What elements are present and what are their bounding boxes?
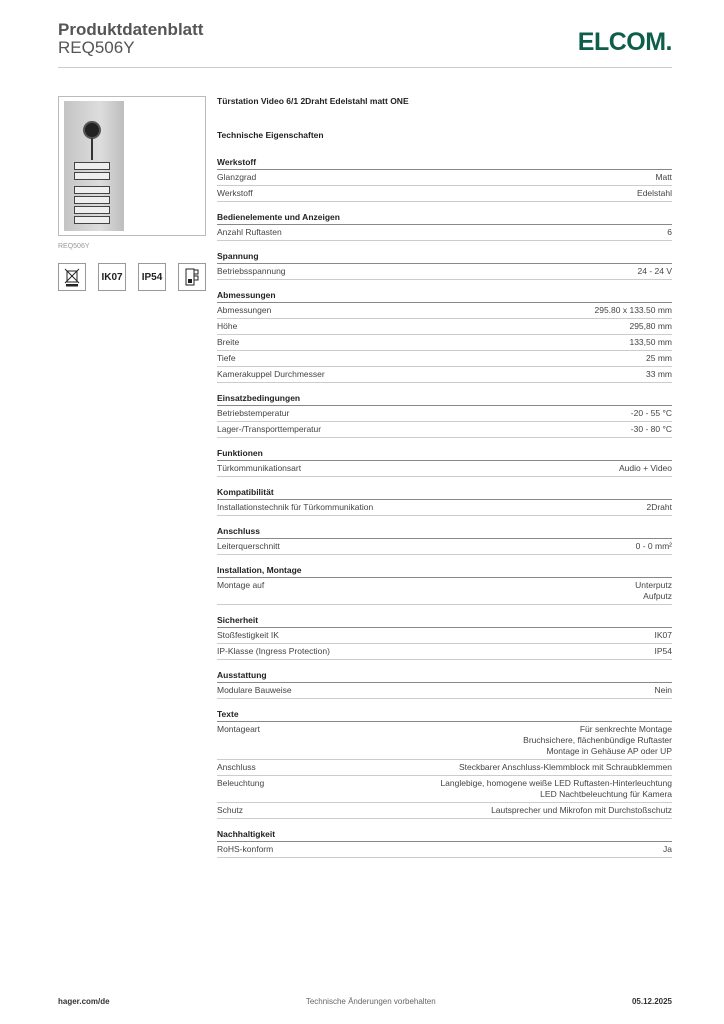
spec-value: 33 mm (646, 369, 672, 379)
call-button (74, 206, 110, 214)
spec-row (217, 578, 672, 605)
section-heading: Werkstoff (217, 157, 672, 170)
spec-label: Montage auf (217, 580, 265, 590)
spec-section (217, 251, 672, 280)
spec-label: Türkommunikationsart (217, 463, 302, 473)
spec-label: Betriebstemperatur (217, 408, 290, 418)
spec-value: 133,50 mm (629, 337, 672, 347)
camera-led (91, 138, 93, 160)
spec-value: -30 - 80 °C (630, 424, 672, 434)
ip54-badge: IP54 (138, 263, 166, 291)
spec-label: Breite (217, 337, 240, 347)
spec-label: Glanzgrad (217, 172, 257, 182)
spec-value: Ja (663, 844, 672, 854)
spec-label: Montageart (217, 724, 260, 734)
spec-label: RoHS-konform (217, 844, 274, 854)
spec-label: IP-Klasse (Ingress Protection) (217, 646, 330, 656)
spec-label: Abmessungen (217, 305, 272, 315)
camera-icon (83, 121, 101, 139)
spec-row (217, 319, 672, 335)
spec-section (217, 393, 672, 438)
spec-row (217, 644, 672, 660)
spec-section (217, 670, 672, 699)
spec-row (217, 351, 672, 367)
spec-label: Lager-/Transporttemperatur (217, 424, 322, 434)
call-button (74, 216, 110, 224)
spec-value: 6 (667, 227, 672, 237)
spec-value: 2Draht (646, 502, 672, 512)
image-caption: REQ506Y (58, 243, 90, 250)
spec-section (217, 709, 672, 819)
spec-row (217, 722, 672, 760)
spec-section (217, 565, 672, 605)
section-heading: Bedienelemente und Anzeigen (217, 212, 672, 225)
spec-value: Edelstahl (637, 188, 672, 198)
spec-label: Werkstoff (217, 188, 253, 198)
spec-value: 295,80 mm (629, 321, 672, 331)
spec-value: 24 - 24 V (637, 266, 672, 276)
spec-sections (217, 157, 672, 858)
spec-row (217, 461, 672, 477)
section-heading: Nachhaltigkeit (217, 829, 672, 842)
door-station-panel (64, 101, 124, 231)
spec-row (217, 170, 672, 186)
section-heading: Einsatzbedingungen (217, 393, 672, 406)
spec-row (217, 683, 672, 699)
spec-label: Stoßfestigkeit IK (217, 630, 279, 640)
spec-section (217, 615, 672, 660)
tech-heading: Technische Eigenschaften (217, 130, 324, 140)
spec-value: Steckbarer Anschluss-Klemmblock mit Schraubklemmen (458, 762, 672, 772)
spec-label: Kamerakuppel Durchmesser (217, 369, 325, 379)
section-heading: Texte (217, 709, 672, 722)
footer-website: hager.com/de (58, 997, 110, 1006)
spec-label: Leiterquerschnitt (217, 541, 280, 551)
spec-section (217, 526, 672, 555)
section-heading: Kompatibilität (217, 487, 672, 500)
spec-row (217, 842, 672, 858)
spec-row (217, 406, 672, 422)
spec-row (217, 500, 672, 516)
footer-note: Technische Änderungen vorbehalten (305, 997, 436, 1006)
footer (58, 997, 672, 1006)
weee-bin-icon (58, 263, 86, 291)
section-heading: Spannung (217, 251, 672, 264)
spec-label: Tiefe (217, 353, 236, 363)
spec-value: 0 - 0 mm² (635, 541, 672, 551)
spec-value: 25 mm (646, 353, 672, 363)
elcom-logo: ELCOM. (577, 28, 672, 56)
doc-subtitle: REQ506Y (58, 38, 135, 57)
spec-label: Höhe (217, 321, 238, 331)
spec-row (217, 776, 672, 803)
spec-row (217, 539, 672, 555)
spec-section (217, 290, 672, 383)
product-image (58, 96, 206, 236)
spec-row (217, 225, 672, 241)
section-heading: Funktionen (217, 448, 672, 461)
spec-content (217, 96, 672, 868)
spec-label: Anschluss (217, 762, 256, 772)
spec-section (217, 157, 672, 202)
spec-label: Beleuchtung (217, 778, 265, 788)
spec-value: -20 - 55 °C (630, 408, 672, 418)
spec-row (217, 186, 672, 202)
doc-title: Produktdatenblatt (58, 20, 204, 39)
modular-system-icon (178, 263, 206, 291)
spec-value: 295.80 x 133.50 mm (594, 305, 672, 315)
spec-row (217, 303, 672, 319)
spec-section (217, 212, 672, 241)
footer-date: 05.12.2025 (631, 997, 672, 1006)
certification-icons (58, 263, 206, 291)
spec-value: Matt (655, 172, 672, 182)
spec-label: Modulare Bauweise (217, 685, 292, 695)
spec-value: Für senkrechte Montage Bruchsichere, flächenbündige Ruftaster Montage in Gehäuse AP oder UP (523, 724, 672, 756)
spec-row (217, 422, 672, 438)
call-button (74, 186, 110, 194)
section-heading: Anschluss (217, 526, 672, 539)
spec-value: Lautsprecher und Mikrofon mit Durchstoßschutz (491, 805, 672, 815)
spec-value: IK07 (654, 630, 672, 640)
spec-row (217, 803, 672, 819)
header-divider (58, 67, 672, 68)
spec-value: Unterputz Aufputz (635, 580, 672, 601)
ik07-badge: IK07 (98, 263, 126, 291)
spec-row (217, 335, 672, 351)
spec-value: Nein (654, 685, 672, 695)
section-heading: Ausstattung (217, 670, 672, 683)
spec-section (217, 448, 672, 477)
spec-row (217, 760, 672, 776)
section-heading: Installation, Montage (217, 565, 672, 578)
spec-row (217, 264, 672, 280)
spec-row (217, 367, 672, 383)
call-button (74, 162, 110, 170)
spec-section (217, 829, 672, 858)
spec-label: Anzahl Ruftasten (217, 227, 282, 237)
section-heading: Abmessungen (217, 290, 672, 303)
spec-label: Schutz (217, 805, 243, 815)
spec-section (217, 487, 672, 516)
spec-row (217, 628, 672, 644)
spec-value: Langlebige, homogene weiße LED Ruftasten-Hinterleuchtung LED Nachtbeleuchtung für Kamera (440, 778, 672, 799)
spec-label: Installationstechnik für Türkommunikation (217, 502, 374, 512)
product-title: Türstation Video 6/1 2Draht Edelstahl matt ONE (217, 96, 409, 106)
section-heading: Sicherheit (217, 615, 672, 628)
spec-value: Audio + Video (618, 463, 672, 473)
call-button (74, 172, 110, 180)
spec-value: IP54 (654, 646, 672, 656)
call-button (74, 196, 110, 204)
spec-label: Betriebsspannung (217, 266, 286, 276)
